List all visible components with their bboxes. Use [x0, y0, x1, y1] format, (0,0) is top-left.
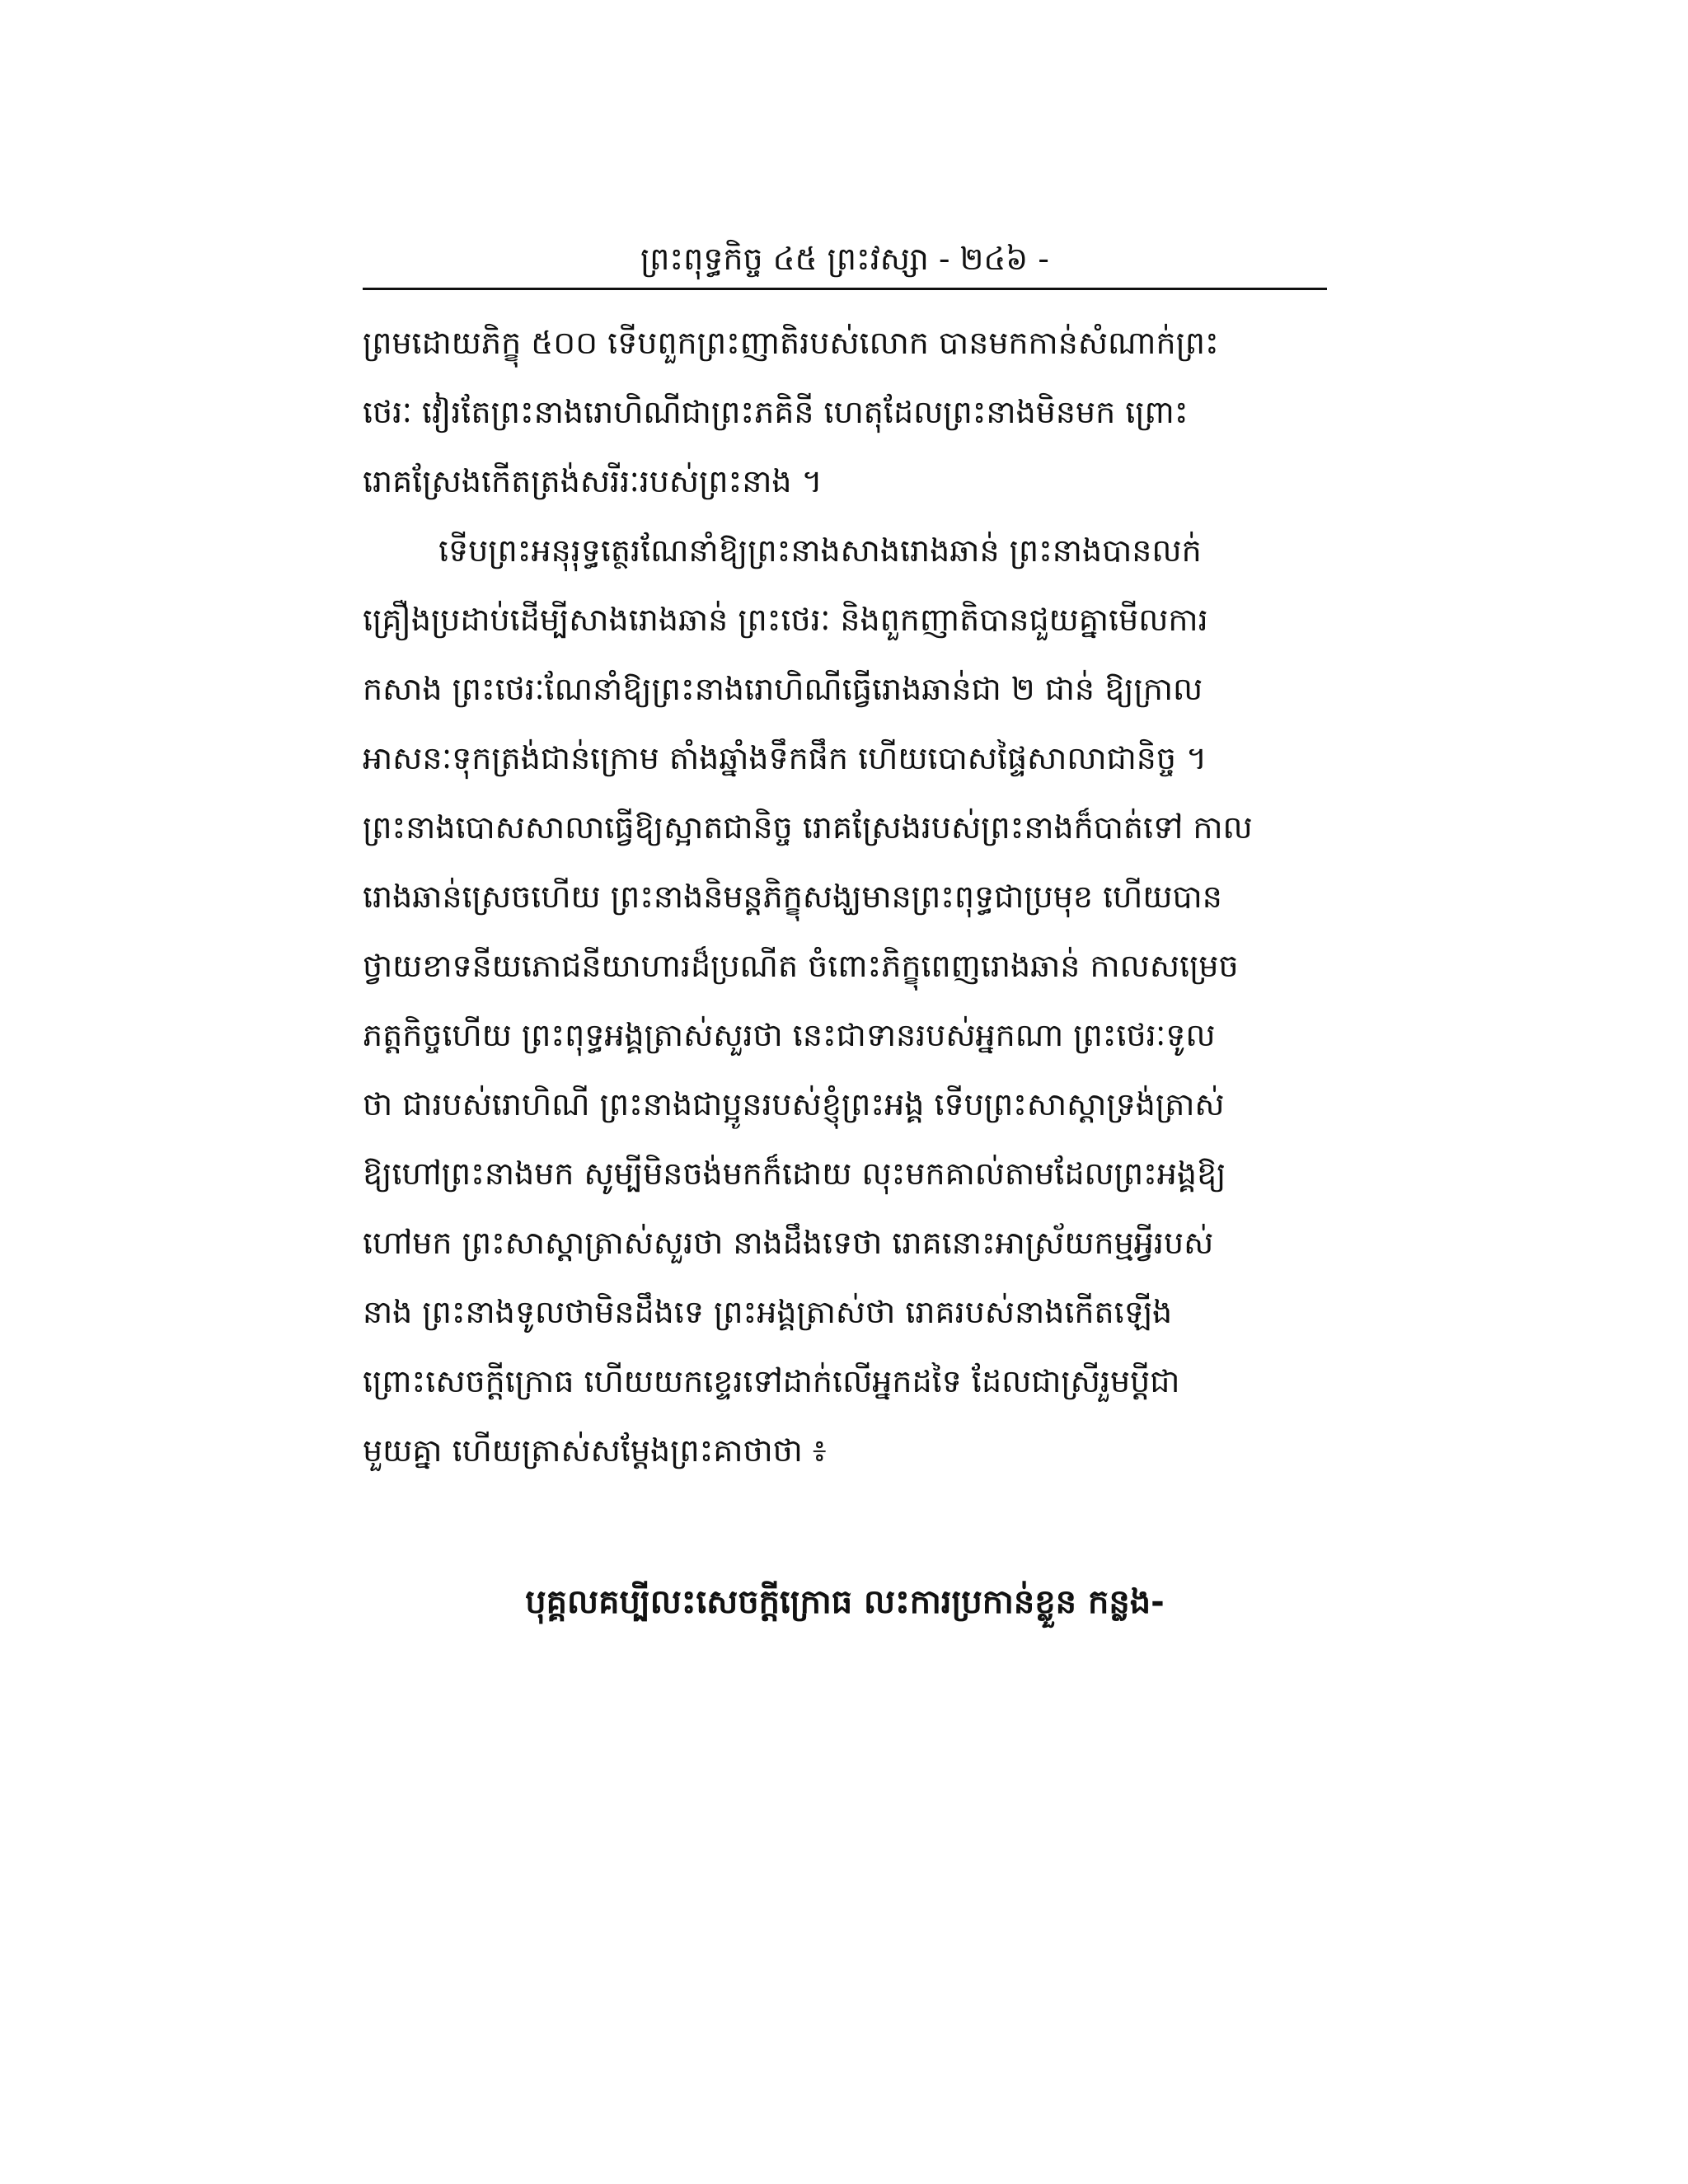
- text-line: [363, 796, 1327, 865]
- text-line-content: គ្រឿងប្រដាប់ដើម្បីសាងរោងឆាន់ ព្រះថេរៈ និងពួកញាតិបានជួយគ្នាមើលការ: [363, 602, 1208, 638]
- text-line: [363, 865, 1327, 935]
- text-line-content: ថ្វាយខាទនីយភោជនីយាហារដ៏ប្រណីត ចំពោះភិក្ខុពេញរោងឆាន់ កាលសម្រេច: [363, 948, 1239, 984]
- text-line: [363, 312, 1327, 381]
- verse-line: បុគ្គលគប្បីលះសេចក្ដីក្រោធ លះការប្រកាន់ខ្លួន កន្លង-: [525, 1583, 1165, 1621]
- text-line-content: ឱ្យហៅព្រះនាងមក សូម្បីមិនចង់មកក៏ដោយ លុះមកគាល់តាមដែលព្រះអង្គឱ្យ: [363, 1155, 1226, 1192]
- text-line: [363, 519, 1327, 588]
- text-line: [363, 381, 1327, 450]
- text-line: [363, 935, 1327, 1004]
- text-line: [363, 1073, 1327, 1142]
- text-line-content: ថេរៈ វៀរតែព្រះនាងរោហិណីជាព្រះភគិនី ហេតុដែលព្រះនាងមិនមក ព្រោះ: [363, 394, 1189, 430]
- text-line-content: អាសនៈទុកត្រង់ជាន់ក្រោម តាំងឆ្នាំងទឹកផឹក ហើយបោសផ្ទៃសាលាជានិច្ច ។: [363, 740, 1207, 776]
- text-line-content: ព្រោះសេចក្ដីក្រោធ ហើយយកខ្ទេរទៅដាក់លើអ្នកដទៃ ដែលជាស្រីរួមប្ដីជា: [363, 1363, 1180, 1399]
- text-line-content: កសាង ព្រះថេរៈណែនាំឱ្យព្រះនាងរោហិណីធ្វើរោងឆាន់ជា ២ ជាន់ ឱ្យក្រាល: [363, 671, 1203, 707]
- text-line-content: រោគស្រែងកើតត្រង់សរីរៈរបស់ព្រះនាង ។: [363, 463, 823, 499]
- text-line-content: មួយគ្នា ហើយត្រាស់សម្ដែងព្រះគាថាថា ៖: [363, 1432, 827, 1469]
- text-line: [363, 1350, 1327, 1419]
- text-line-content: នាង ព្រះនាងទូលថាមិនដឹងទេ ព្រះអង្គត្រាស់ថា រោគរបស់នាងកើតឡើង: [363, 1294, 1173, 1330]
- text-line: [363, 588, 1327, 658]
- text-line-content: ទើបព្រះអនុរុទ្ធត្ថេរណែនាំឱ្យព្រះនាងសាងរោងឆាន់ ព្រះនាងបានលក់: [438, 532, 1202, 569]
- text-line: [363, 1419, 1327, 1488]
- text-line-content: ហៅមក ព្រះសាស្ដាត្រាស់សួរថា នាងដឹងទេថា រោគនោះអាស្រ័យកម្មអ្វីរបស់: [363, 1225, 1214, 1261]
- text-line: [363, 1212, 1327, 1281]
- body-text: [363, 312, 1327, 1488]
- text-line: [363, 727, 1327, 796]
- text-line: [363, 1004, 1327, 1073]
- text-line: [363, 658, 1327, 727]
- text-line-content: ព្រមដោយភិក្ខុ ៥០០ ទើបពួកព្រះញាតិរបស់លោក បានមកកាន់សំណាក់ព្រះ: [363, 325, 1219, 361]
- text-line: [363, 1281, 1327, 1350]
- text-line: [363, 450, 1327, 519]
- text-line-content: ភត្តកិច្ចហើយ ព្រះពុទ្ធអង្គត្រាស់សួរថា នេះជាទានរបស់អ្នកណា ព្រះថេរៈទូល: [363, 1017, 1216, 1053]
- text-line-content: ថា ជារបស់រោហិណី ព្រះនាងជាប្អូនរបស់ខ្ញុំព្រះអង្គ ទើបព្រះសាស្ដាទ្រង់ត្រាស់: [363, 1086, 1225, 1122]
- text-line-content: ព្រះនាងបោសសាលាធ្វើឱ្យស្អាតជានិច្ច រោគស្រែងរបស់ព្រះនាងក៏បាត់ទៅ កាល: [363, 809, 1253, 846]
- text-line-content: រោងឆាន់ស្រេចហើយ ព្រះនាងនិមន្តភិក្ខុសង្ឃមានព្រះពុទ្ធជាប្រមុខ ហើយបាន: [363, 879, 1222, 915]
- header-rule: [363, 288, 1327, 290]
- text-line: [363, 1142, 1327, 1212]
- running-header: ព្រះពុទ្ធកិច្ច ៤៥ ព្រះវស្សា - ២៤៦ -: [640, 241, 1050, 277]
